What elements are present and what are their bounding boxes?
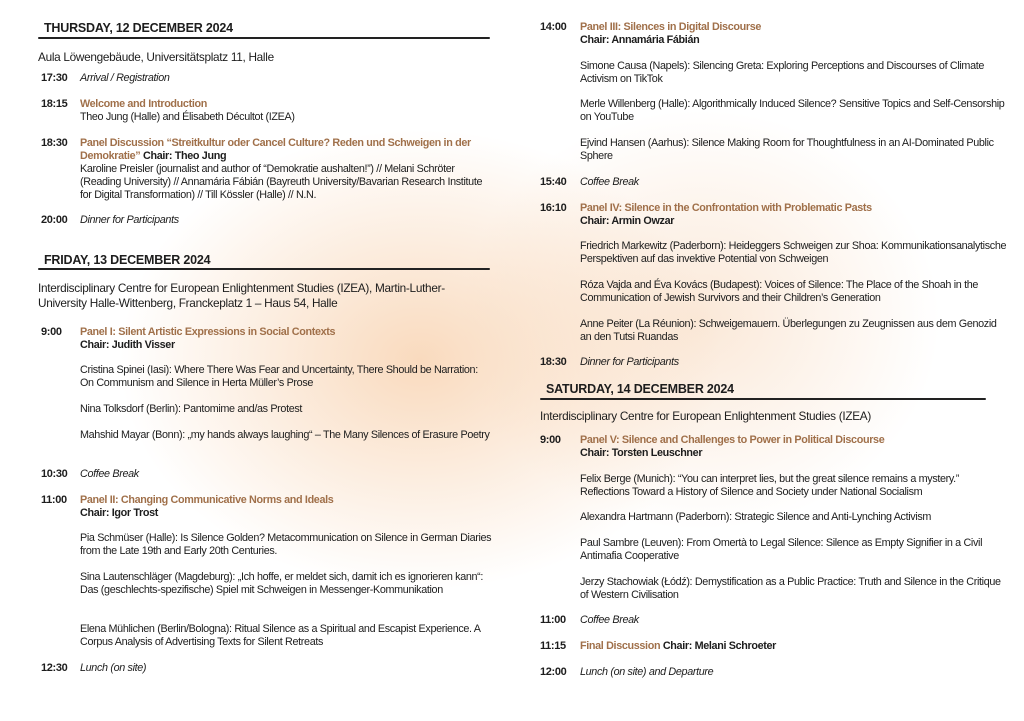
panel-1: 9:00 Panel I: Silent Artistic Expressions in Social Contexts Chair: Judith Visser <box>38 326 494 352</box>
talk: Sina Lautenschläger (Magdeburg): „Ich hoffe, er meldet sich, damit ich es ignorieren kann“: Das (geschlechts-spezifische) Spiel mit Schweigen in Messenger-Kommunikation <box>80 571 484 596</box>
session-speakers: Theo Jung (Halle) and Élisabeth Décultot (IZEA) <box>80 111 295 123</box>
talk: Simone Causa (Napels): Silencing Greta: Exploring Perceptions and Discourses of Climate Activism on TikTok <box>580 60 985 85</box>
talk: Mahshid Mayar (Bonn): „my hands always laughing“ – The Many Silences of Erasure Poetry <box>80 429 490 441</box>
agenda-item: 12:00 Lunch (on site) and Departure <box>540 666 714 678</box>
panel-2: 11:00 Panel II: Changing Communicative Norms and Ideals Chair: Igor Trost <box>38 494 494 520</box>
session-title: Panel Discussion “Streitkultur oder Cancel Culture? Reden und Schweigen in der Demokratie” <box>80 137 471 162</box>
friday-heading: FRIDAY, 13 DECEMBER 2024 <box>44 253 211 267</box>
session-title: Panel IV: Silence in the Confrontation with Problematic Pasts <box>580 202 872 214</box>
session-title: Panel II: Changing Communicative Norms and Ideals <box>80 494 334 506</box>
talk: Ejvind Hansen (Aarhus): Silence Making Room for Thoughtfulness in an AI-Dominated Public Sphere <box>580 137 994 162</box>
session-chair: Chair: Theo Jung <box>143 150 227 162</box>
session-chair: Chair: Annamária Fábián <box>580 34 700 46</box>
session-chair: Chair: Armin Owzar <box>580 215 675 227</box>
friday-venue: Interdisciplinary Centre for European Enlightenment Studies (IZEA), Martin-Luther-University Halle-Wittenberg, Franckeplatz 1 – Haus 54, Halle <box>38 281 445 310</box>
agenda-item: 20:00 Dinner for Participants <box>41 214 179 226</box>
saturday-venue: Interdisciplinary Centre for European Enlightenment Studies (IZEA) <box>540 409 872 423</box>
session-title: Panel I: Silent Artistic Expressions in Social Contexts <box>80 326 336 338</box>
agenda-item: 18:30 Dinner for Participants <box>540 356 679 368</box>
session-chair: Chair: Melani Schroeter <box>662 640 777 652</box>
talk: Alexandra Hartmann (Paderborn): Strategic Silence and Anti-Lynching Activism <box>580 511 932 523</box>
session-speakers: Karoline Preisler (journalist and author of “Demokratie aushalten!”) // Melani Schröter (Reading University) // Annamária Fábián (Bayreuth University/Bavarian Research Institute for Digital Transformation) // Till Kössler (Halle) // N.N. <box>80 163 483 201</box>
talk: Róza Vajda and Éva Kovács (Budapest): Voices of Silence: The Place of the Shoah in the Communication of Jewish Survivors and their Children’s Generation <box>580 279 979 304</box>
session-title: Final Discussion <box>580 640 661 652</box>
session-chair: Chair: Igor Trost <box>80 507 159 519</box>
agenda-item: 12:30 Lunch (on site) <box>41 662 147 674</box>
agenda-item: 18:15 Welcome and Introduction Theo Jung (Halle) and Élisabeth Décultot (IZEA) <box>38 98 494 124</box>
talk: Paul Sambre (Leuven): From Omertà to Legal Silence: Silence as Empty Signifier in a Civil Antimafia Cooperative <box>580 537 983 562</box>
session-title: Panel V: Silence and Challenges to Power in Political Discourse <box>580 434 885 446</box>
talk: Friedrich Markewitz (Paderborn): Heideggers Schweigen zur Shoa: Kommunikationsanalytische Perspektiven auf das invektive Potential von Schweigen <box>580 240 1007 265</box>
talk: Jerzy Stachowiak (Łódź): Demystification as a Public Practice: Truth and Silence in the Critique of Western Civilisation <box>580 576 1001 601</box>
panel-5: 9:00 Panel V: Silence and Challenges to Power in Political Discourse Chair: Torsten Leuschner <box>540 434 1010 460</box>
agenda-item: 18:30 Panel Discussion “Streitkultur oder Cancel Culture? Reden und Schweigen in der Demokratie” Chair: Theo Jung Karoline Preisler (journalist and author of “Demokratie aushalten!”) // Melani Schröter (Reading University) // Annamária Fábián (Bayreuth University/Bavarian Research Institute for Digital Transformation) // Till Kössler (Halle) // N.N. <box>38 137 494 202</box>
saturday-divider <box>540 398 986 400</box>
talk: Anne Peiter (La Réunion): Schweigemauern. Überlegungen zu Zeugnissen aus dem Genozid an den Tutsi Ruandas <box>580 318 997 343</box>
talk: Elena Mühlichen (Berlin/Bologna): Ritual Silence as a Spiritual and Escapist Experience. A Corpus Analysis of Advertising Texts for Silent Retreats <box>80 623 481 648</box>
friday-divider <box>38 268 490 270</box>
talk: Merle Willenberg (Halle): Algorithmically Induced Silence? Sensitive Topics and Self-Censorship on YouTube <box>580 98 1005 123</box>
talk: Cristina Spinei (Iasi): Where There Was Fear and Uncertainty, There Should be Narration: On Communism and Silence in Herta Müller’s Prose <box>80 364 478 389</box>
session-title: Welcome and Introduction <box>80 98 207 110</box>
agenda-item: 11:15 Final Discussion Chair: Melani Schroeter <box>540 640 777 652</box>
thursday-divider <box>38 37 490 39</box>
talk: Nina Tolksdorf (Berlin): Pantomime and/as Protest <box>80 403 303 415</box>
session-title: Panel III: Silences in Digital Discourse <box>580 21 762 33</box>
agenda-item: 17:30 Arrival / Registration <box>41 72 170 84</box>
thursday-heading: THURSDAY, 12 DECEMBER 2024 <box>44 21 233 35</box>
agenda-item: 15:40 Coffee Break <box>540 176 639 188</box>
thursday-venue: Aula Löwengebäude, Universitätsplatz 11, Halle <box>38 50 274 64</box>
agenda-item: 11:00 Coffee Break <box>540 614 639 626</box>
panel-3: 14:00 Panel III: Silences in Digital Discourse Chair: Annamária Fábián <box>540 21 1010 47</box>
saturday-heading: SATURDAY, 14 DECEMBER 2024 <box>546 382 734 396</box>
panel-4: 16:10 Panel IV: Silence in the Confrontation with Problematic Pasts Chair: Armin Owzar <box>540 202 1010 228</box>
session-chair: Chair: Torsten Leuschner <box>580 447 703 459</box>
agenda-item: 10:30 Coffee Break <box>41 468 139 480</box>
session-chair: Chair: Judith Visser <box>80 339 175 351</box>
talk: Felix Berge (Munich): “You can interpret lies, but the great silence remains a mystery.” Reflections Toward a History of Silence and Society under National Socialism <box>580 473 960 498</box>
talk: Pia Schmüser (Halle): Is Silence Golden? Metacommunication on Silence in German Diaries from the Late 19th and Early 20th Centuries. <box>80 532 492 557</box>
